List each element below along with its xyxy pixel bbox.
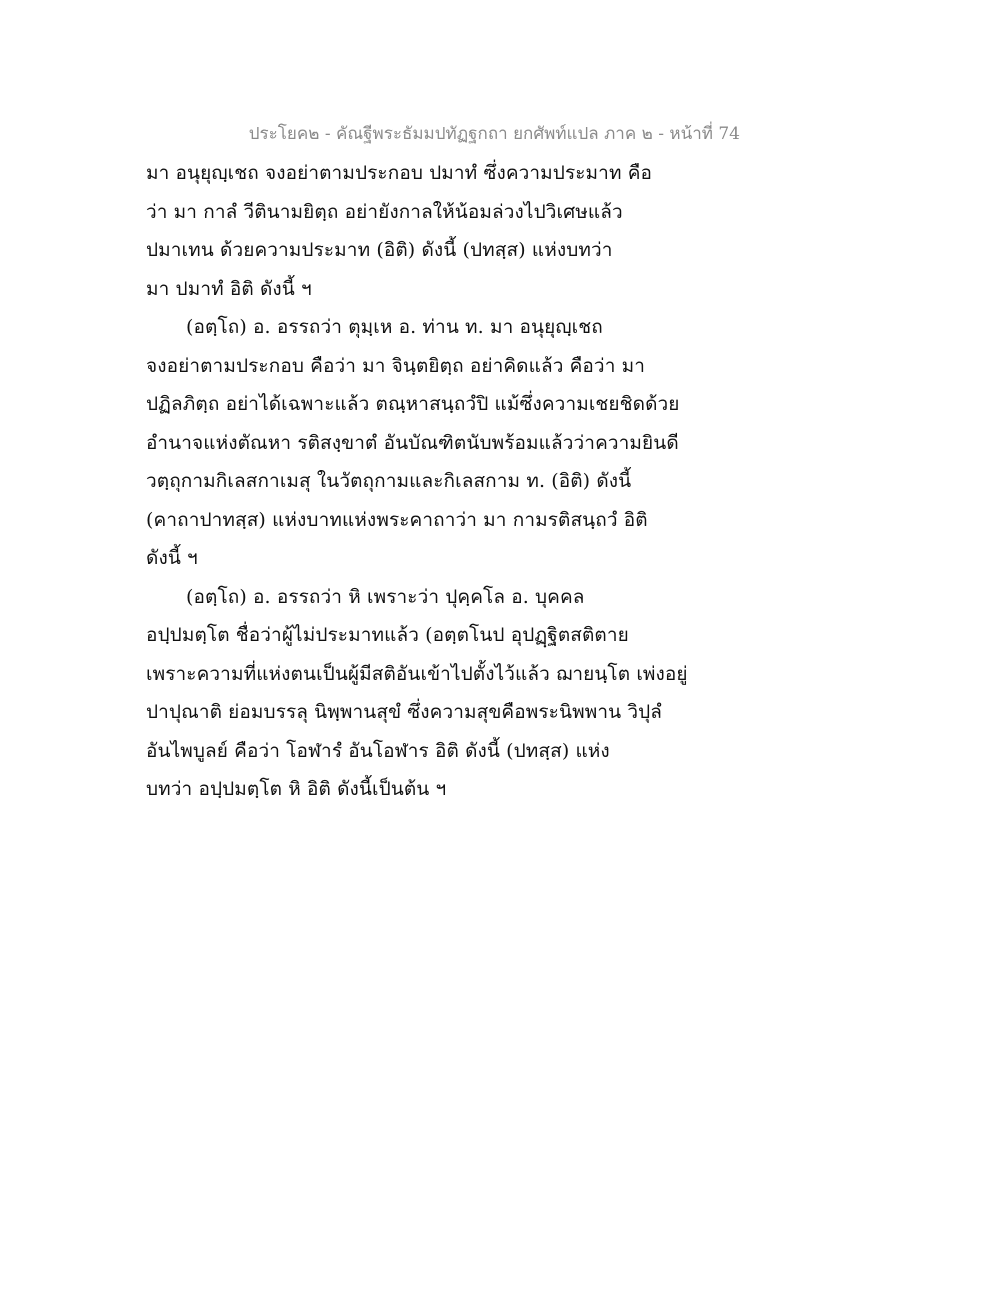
text-line: มา อนุยุญฺเชถ จงอย่าตามประกอบ ปมาทํ ซึ่งความประมาท คือ xyxy=(146,162,653,184)
text-line: อำนาจแห่งตัณหา รติสงฺขาตํ อันบัณฑิตนับพร้อมแล้วว่าความยินดี xyxy=(146,431,679,454)
text-line: อปฺปมตฺโต ชื่อว่าผู้ไม่ประมาทแล้ว (อตฺตโนป อุปฏฺฐิตสติตาย xyxy=(146,624,629,646)
text-line: ดังนี้ ฯ xyxy=(146,547,198,569)
text-line: บทว่า อปฺปมตฺโต หิ อิติ ดังนี้เป็นต้น ฯ xyxy=(146,778,447,800)
text-line: อันไพบูลย์ คือว่า โอฬารํ อันโอฬาร อิติ ดังนี้ (ปทสฺส) แห่ง xyxy=(146,739,610,762)
paragraph-start-line: (อตฺโถ) อ. อรรถว่า ตุมฺเห อ. ท่าน ท. มา อนุยุญฺเชถ xyxy=(186,316,603,338)
body-text xyxy=(146,154,686,809)
running-header: ประโยค๒ - คัณฐีพระธัมมปทัฏฐกถา ยกศัพท์แปล ภาค ๒ - หน้าที่ 74 xyxy=(248,124,740,144)
text-line: (คาถาปาทสฺส) แห่งบาทแห่งพระคาถาว่า มา กามรติสนฺถวํ อิติ xyxy=(146,508,648,531)
text-line: วตฺถุกามกิเลสกาเมสุ ในวัตถุกามและกิเลสกาม ท. (อิติ) ดังนี้ xyxy=(146,470,632,492)
text-line: ปมาเทน ด้วยความประมาท (อิติ) ดังนี้ (ปทสฺส) แห่งบทว่า xyxy=(146,239,613,261)
text-line: มา ปมาทํ อิติ ดังนี้ ฯ xyxy=(146,277,312,300)
text-line: จงอย่าตามประกอบ คือว่า มา จินฺตยิตฺถ อย่าคิดแล้ว คือว่า มา xyxy=(146,354,645,377)
text-line: ปฏิลภิตฺถ อย่าได้เฉพาะแล้ว ตณฺหาสนฺถวํปิ แม้ซึ่งความเชยชิดด้วย xyxy=(146,393,680,415)
paragraph-start-line: (อตฺโถ) อ. อรรถว่า หิ เพราะว่า ปุคฺคโล อ. บุคคล xyxy=(186,585,585,608)
text-line: ปาปุณาติ ย่อมบรรลุ นิพฺพานสุขํ ซึ่งความสุขคือพระนิพพาน วิปุลํ xyxy=(146,701,662,723)
text-line: เพราะความที่แห่งตนเป็นผู้มีสติอันเข้าไปตั้งไว้แล้ว ฌายนฺโต เพ่งอยู่ xyxy=(146,662,688,685)
text-line: ว่า มา กาลํ วีตินามยิตฺถ อย่ายังกาลให้น้อมล่วงไปวิเศษแล้ว xyxy=(146,200,623,223)
